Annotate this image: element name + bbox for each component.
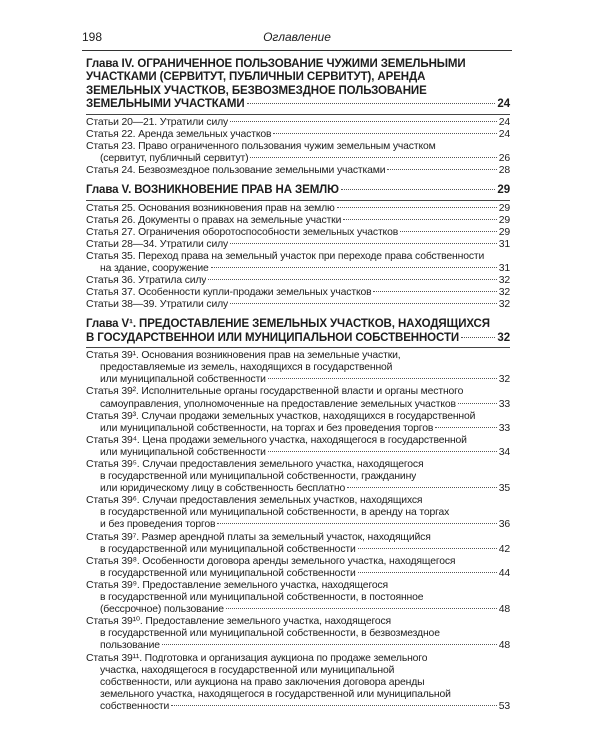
toc-entry-text: Статья 39⁹. Предоставление земельного участка, находящегося <box>86 579 389 591</box>
dot-leader <box>208 279 496 280</box>
toc-entry[interactable] <box>86 215 510 227</box>
toc-entry-line <box>86 165 510 177</box>
toc-entry-page: 26 <box>498 152 510 164</box>
toc-entry[interactable] <box>86 350 510 386</box>
dot-leader <box>273 133 496 134</box>
dot-leader <box>230 121 497 122</box>
chapter-heading-line <box>86 184 510 197</box>
dot-leader <box>230 303 497 304</box>
toc-entry[interactable] <box>86 299 510 311</box>
toc-entry-line <box>86 447 510 459</box>
toc-entry-page: 53 <box>498 700 510 712</box>
toc-entry-line <box>86 580 510 592</box>
chapter-heading-text: УЧАСТКАМИ (СЕРВИТУТ, ПУБЛИЧНЫЙ СЕРВИТУТ), АРЕНДА <box>86 71 426 84</box>
dot-leader <box>461 337 495 338</box>
dot-leader <box>211 267 497 268</box>
toc-entry[interactable] <box>86 653 510 713</box>
toc-entry-text: Статьи 38—39. Утратили силу <box>86 299 229 311</box>
dot-leader <box>387 169 496 170</box>
toc-entry-page: 34 <box>498 446 510 458</box>
chapter-heading-page: 24 <box>497 98 510 111</box>
toc-entry-text: (сервитут, публичный сервитут) <box>100 152 249 164</box>
chapter-heading-text: Глава V. ВОЗНИКНОВЕНИЕ ПРАВ НА ЗЕМЛЮ <box>86 184 339 197</box>
toc-entry-text: Статья 36. Утратила силу <box>86 275 207 287</box>
toc-entry-text: Статья 39¹¹. Подготовка и организация аукциона по продаже земельного <box>86 652 428 664</box>
toc-entry-text: Статья 39¹. Основания возникновения прав на земельные участки, <box>86 350 401 362</box>
toc-entry-page: 32 <box>498 287 510 299</box>
toc-entry[interactable] <box>86 580 510 616</box>
toc-entry[interactable] <box>86 386 510 410</box>
toc-entry-page: 33 <box>498 398 510 410</box>
chapter-section <box>86 318 510 713</box>
toc-entry[interactable] <box>86 129 510 141</box>
toc-entry-line <box>86 568 510 580</box>
dot-leader <box>347 487 497 488</box>
chapter-section <box>86 184 510 311</box>
toc-entry-text: собственности <box>100 700 170 712</box>
dot-leader <box>341 189 496 190</box>
toc-entry-text: Статья 39¹⁰. Предоставление земельного участка, находящегося <box>86 616 392 628</box>
toc-entry-page: 33 <box>498 422 510 434</box>
header-rule <box>82 50 512 51</box>
toc-entry-text: Статья 23. Право ограниченного пользования чужим земельным участком <box>86 140 436 152</box>
toc-entry-line <box>86 141 510 153</box>
toc-entry-text: самоуправления, уполномоченные на предоставление земельных участков <box>100 398 456 410</box>
chapter-heading-text: ЗЕМЕЛЬНЫХ УЧАСТКОВ, БЕЗВОЗМЕЗДНОЕ ПОЛЬЗОВАНИЕ <box>86 84 427 97</box>
chapter-heading-page: 32 <box>497 331 510 344</box>
toc-entry[interactable] <box>86 411 510 435</box>
dot-leader <box>230 243 497 244</box>
dot-leader <box>217 523 496 524</box>
toc-entry-text: в государственной или муниципальной собственности, гражданину <box>100 471 417 483</box>
toc-entry-line <box>86 374 510 386</box>
toc-entry-text: или муниципальной собственности <box>100 446 266 458</box>
page-header <box>82 28 512 46</box>
toc-entry-text: и без проведения торгов <box>100 519 216 531</box>
toc-entry-line <box>86 386 510 398</box>
toc-entry-line <box>86 471 510 483</box>
dot-leader <box>337 207 497 208</box>
chapter-heading-line <box>86 98 510 111</box>
chapter-heading-line <box>86 332 510 345</box>
toc-entry-line <box>86 519 510 531</box>
toc-entry-line <box>86 411 510 423</box>
toc-entry-text: или юридическому лицу в собственность бесплатно <box>100 483 346 495</box>
toc-entry-line <box>86 495 510 507</box>
dot-leader <box>400 231 497 232</box>
chapter-rule <box>86 114 510 115</box>
chapter-heading-line <box>86 71 510 84</box>
chapter-heading[interactable] <box>86 58 510 112</box>
toc-entry-text: в государственной или муниципальной собственности <box>100 543 356 555</box>
chapter-heading-line <box>86 318 510 331</box>
toc-entry-text: в государственной или муниципальной собственности, в аренду на торгах <box>100 507 450 519</box>
toc-entry-page: 48 <box>498 640 510 652</box>
running-title: Оглавление <box>263 30 331 44</box>
toc-entry-line <box>86 275 510 287</box>
toc-entry-line <box>86 653 510 665</box>
toc-entry-line <box>86 350 510 362</box>
toc-entry-text: Статья 25. Основания возникновения прав на землю <box>86 202 335 214</box>
toc-entry-page: 31 <box>498 262 510 274</box>
page-number: 198 <box>82 30 103 44</box>
dot-leader <box>435 427 497 428</box>
chapter-heading-text: В ГОСУДАРСТВЕННОЙ ИЛИ МУНИЦИПАЛЬНОЙ СОБСТВЕННОСТИ <box>86 331 460 344</box>
toc-entry-line <box>86 362 510 374</box>
chapter-heading[interactable] <box>86 318 510 345</box>
toc-entry-text: в государственной или муниципальной собственности <box>100 567 356 579</box>
toc-entry-text: пользование <box>100 640 160 652</box>
toc-entry[interactable] <box>86 227 510 239</box>
toc-entry-line <box>86 701 510 713</box>
toc-entry[interactable] <box>86 435 510 459</box>
toc-entry[interactable] <box>86 532 510 556</box>
dot-leader <box>226 608 497 609</box>
toc-entry-text: Статья 24. Безвозмездное пользование земельными участками <box>86 165 386 176</box>
toc-entry[interactable] <box>86 275 510 287</box>
toc-entry-text: участка, находящегося в государственной или муниципальной <box>100 664 395 676</box>
toc-entry-text: Статья 39⁶. Случаи предоставления земельных участков, находящихся <box>86 495 423 507</box>
toc-entry-text: Статья 27. Ограничения оборотоспособности земельных участков <box>86 226 399 238</box>
toc-entry-page: 29 <box>498 226 510 238</box>
toc-entry[interactable] <box>86 117 510 129</box>
dot-leader <box>458 403 497 404</box>
toc-entry-line <box>86 677 510 689</box>
dot-leader <box>373 291 496 292</box>
toc-entry-text: Статья 39⁸. Особенности договора аренды земельного участка, находящегося <box>86 555 456 567</box>
toc-entry[interactable] <box>86 556 510 580</box>
toc-entry-line <box>86 556 510 568</box>
toc-entry-text: Статья 35. Переход права на земельный участок при переходе права собственности <box>86 250 485 262</box>
dot-leader <box>358 548 497 549</box>
toc-entry-text: Статьи 20—21. Утратили силу <box>86 116 229 128</box>
toc-entry-line <box>86 227 510 239</box>
toc-entry-line <box>86 203 510 215</box>
toc-entry-text: Статья 26. Документы о правах на земельные участки <box>86 214 342 226</box>
chapter-heading[interactable] <box>86 184 510 197</box>
toc-entry-line <box>86 665 510 677</box>
toc-entry-page: 36 <box>498 519 510 531</box>
toc-entry-line <box>86 423 510 435</box>
toc-entry-line <box>86 287 510 299</box>
chapter-section <box>86 58 510 177</box>
toc-entry-page: 24 <box>498 128 510 140</box>
toc-entry-line <box>86 640 510 652</box>
toc-entry-text: Статья 22. Аренда земельных участков <box>86 128 272 140</box>
toc-entry-line <box>86 628 510 640</box>
chapter-heading-line <box>86 58 510 71</box>
toc-entry-text: Статьи 28—34. Утратили силу <box>86 238 229 250</box>
dot-leader <box>250 157 496 158</box>
toc-entry-line <box>86 129 510 141</box>
toc-entry-page: 29 <box>498 214 510 226</box>
toc-entry-page: 32 <box>498 275 510 287</box>
dot-leader <box>358 572 497 573</box>
toc-entry-line <box>86 435 510 447</box>
toc-entry-line <box>86 483 510 495</box>
toc-entry[interactable] <box>86 495 510 531</box>
toc-entry[interactable] <box>86 251 510 275</box>
toc-entry-text: на здание, сооружение <box>100 262 209 274</box>
toc-entry-page: 32 <box>498 374 510 386</box>
toc-entry-text: Статья 39⁵. Случаи предоставления земельного участка, находящегося <box>86 459 424 470</box>
dot-leader <box>268 451 497 452</box>
toc-entry-text: в государственной или муниципальной собственности, в постоянное <box>100 592 424 604</box>
chapter-heading-page: 29 <box>497 184 510 197</box>
dot-leader <box>162 644 497 645</box>
toc-entry[interactable] <box>86 141 510 165</box>
toc-entry[interactable] <box>86 239 510 251</box>
chapter-heading-text: ЗЕМЕЛЬНЫМИ УЧАСТКАМИ <box>86 98 245 111</box>
toc-entry-text: Статья 39⁷. Размер арендной платы за земельный участок, находящийся <box>86 531 431 543</box>
toc-entry-line <box>86 507 510 519</box>
toc-entry-text: земельного участка, находящегося в государственной или муниципальной <box>100 688 451 700</box>
toc-entry-text: предоставляемые из земель, находящихся в государственной <box>100 362 393 374</box>
toc-entry-text: Статья 39². Исполнительные органы государственной власти и органы местного <box>86 386 464 398</box>
toc-entry[interactable] <box>86 459 510 495</box>
toc-entry-page: 24 <box>498 116 510 128</box>
toc-entry-line <box>86 153 510 165</box>
dot-leader <box>268 378 497 379</box>
toc-entry-text: в государственной или муниципальной собственности, в безвозмездное <box>100 628 440 640</box>
toc-entry-line <box>86 263 510 275</box>
toc-entry-text: собственности, или аукциона на право заключения договора аренды <box>100 676 425 688</box>
toc-entry-text: или муниципальной собственности <box>100 374 266 386</box>
toc-entry-text: Статья 39⁴. Цена продажи земельного участка, находящегося в государственной <box>86 434 467 446</box>
toc-entry-line <box>86 616 510 628</box>
toc-entry-line <box>86 544 510 556</box>
table-of-contents <box>86 58 510 720</box>
toc-entry-text: Статья 39³. Случаи продажи земельных участков, находящихся в государственной <box>86 410 476 422</box>
toc-entry-line <box>86 299 510 311</box>
toc-entry-page: 28 <box>498 165 510 176</box>
toc-entry-page: 35 <box>498 483 510 495</box>
toc-entry[interactable] <box>86 616 510 652</box>
chapter-heading-text: Глава V¹. ПРЕДОСТАВЛЕНИЕ ЗЕМЕЛЬНЫХ УЧАСТКОВ, НАХОДЯЩИХСЯ <box>86 318 490 331</box>
toc-entry-line <box>86 215 510 227</box>
toc-entry-page: 44 <box>498 567 510 579</box>
toc-entry-page: 29 <box>498 202 510 214</box>
toc-entry-text: или муниципальной собственности, на торгах и без проведения торгов <box>100 422 434 434</box>
toc-entry-page: 48 <box>498 604 510 616</box>
toc-entry[interactable] <box>86 203 510 215</box>
toc-entry-text: Статья 37. Особенности купли-продажи земельных участков <box>86 287 372 299</box>
chapter-heading-text: Глава IV. ОГРАНИЧЕННОЕ ПОЛЬЗОВАНИЕ ЧУЖИМИ ЗЕМЕЛЬНЫМИ <box>86 58 466 70</box>
dot-leader <box>171 705 497 706</box>
toc-entry-line <box>86 399 510 411</box>
chapter-rule <box>86 200 510 201</box>
toc-entry-line <box>86 604 510 616</box>
toc-entry[interactable] <box>86 287 510 299</box>
toc-entry-line <box>86 239 510 251</box>
chapter-rule <box>86 347 510 348</box>
toc-entry-page: 42 <box>498 543 510 555</box>
toc-entry-line <box>86 532 510 544</box>
toc-entry-text: (бессрочное) пользование <box>100 604 224 616</box>
toc-entry-line <box>86 459 510 471</box>
dot-leader <box>247 103 496 104</box>
dot-leader <box>343 219 497 220</box>
chapter-heading-line <box>86 85 510 98</box>
toc-entry-line <box>86 251 510 263</box>
toc-entry-page: 32 <box>498 299 510 311</box>
toc-entry-line <box>86 689 510 701</box>
toc-entry-line <box>86 592 510 604</box>
toc-entry-line <box>86 117 510 129</box>
toc-entry-page: 31 <box>498 238 510 250</box>
toc-entry[interactable] <box>86 165 510 177</box>
